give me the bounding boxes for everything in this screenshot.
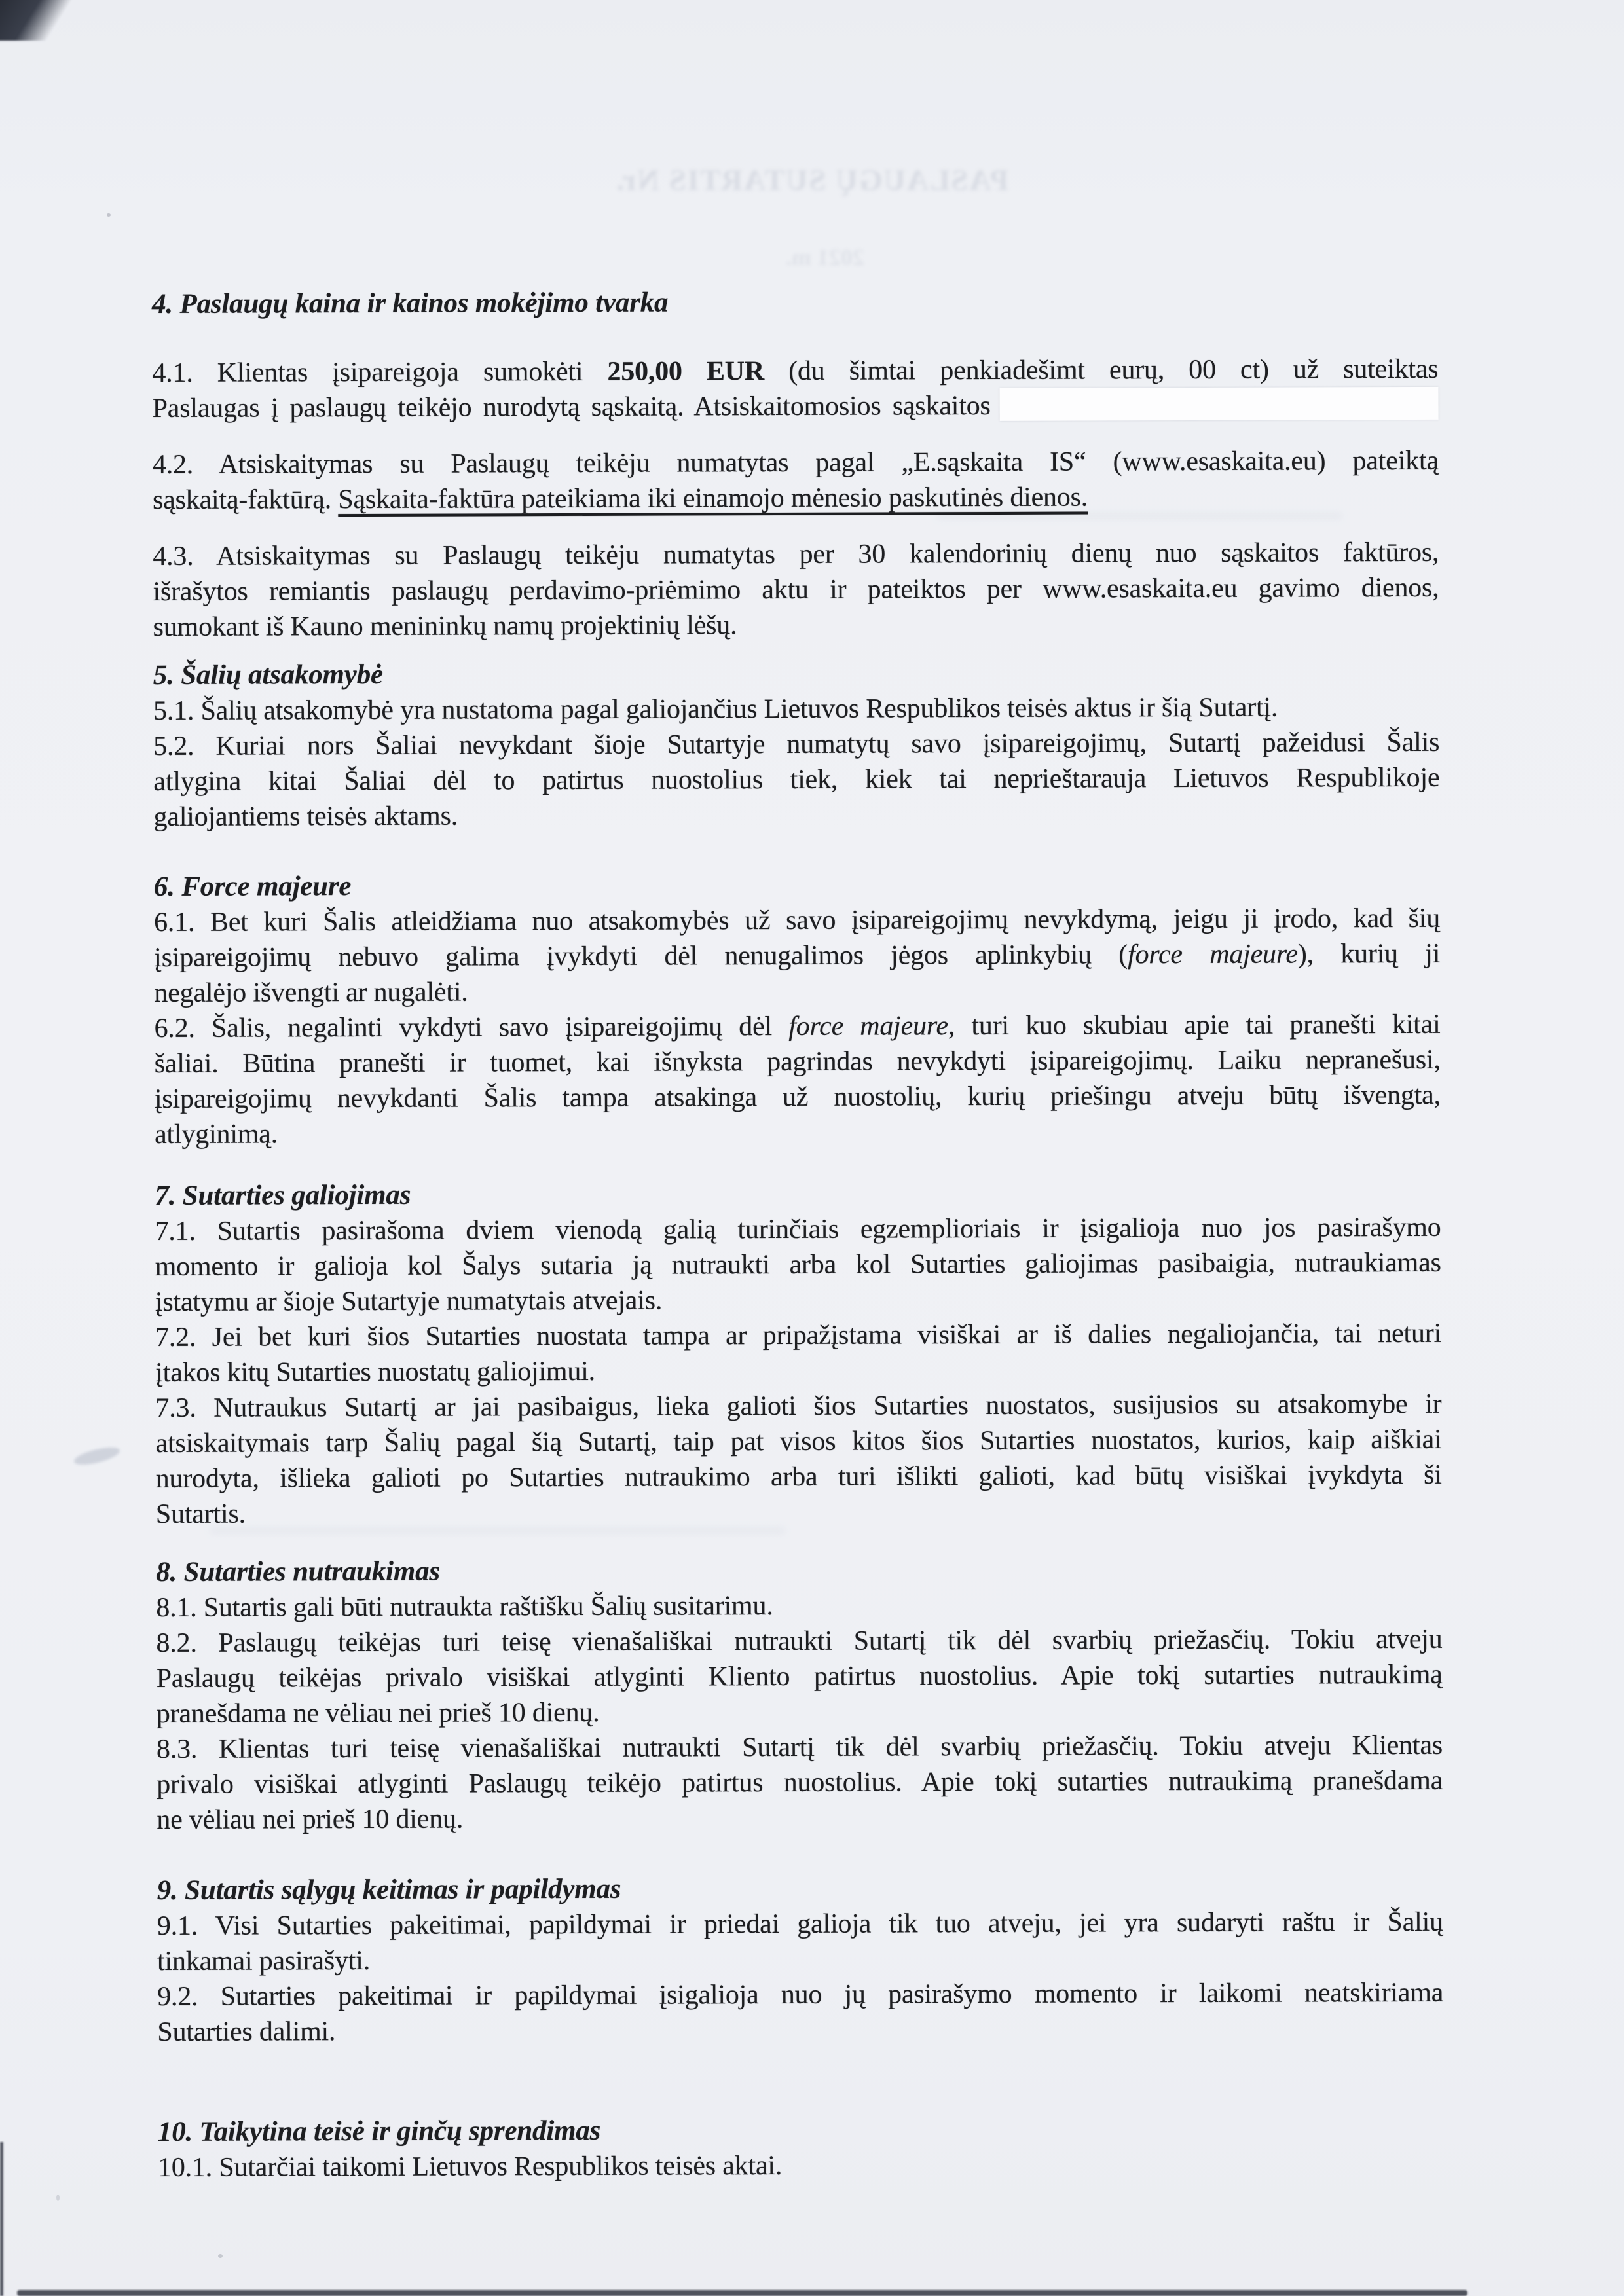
paragraph xyxy=(157,1728,1443,1838)
paragraph xyxy=(154,901,1440,1011)
document-line: negalėjo išvengti ar nugalėti. xyxy=(154,977,468,1008)
document-line: 7.1. Sutartis pasirašoma dviem vienodą galią turinčiais egzemplioriais ir įsigalioja nuo jos pasirašymo xyxy=(155,1212,1441,1247)
document-line: tinkamai pasirašyti. xyxy=(157,1945,371,1977)
paragraph xyxy=(156,1622,1442,1732)
contract-section xyxy=(154,866,1441,1152)
document-line: 4.3. Atsiskaitymas su Paslaugų teikėju numatytas per 30 kalendorinių dienų nuo sąskaitos faktūros, xyxy=(153,537,1439,572)
document-line: atlyginimą. xyxy=(154,1119,278,1150)
bleedthrough-subtitle: 2021 m. xyxy=(786,244,864,270)
document-line xyxy=(152,387,1438,426)
document-line: 6.1. Bet kuri Šalis atleidžiama nuo atsakomybės už savo įsipareigojimų nevykdymą, jeigu ji įrodo, kad šių xyxy=(153,903,1441,938)
scan-edge-bottom xyxy=(17,2290,1467,2296)
document-line: Sutarties dalimi. xyxy=(157,2016,336,2047)
document-line: pranešdama ne vėliau nei prieš 10 dienų. xyxy=(156,1697,600,1729)
paragraph xyxy=(157,1904,1443,1979)
document-line: Paslaugų teikėjas privalo visiškai atlyginti Kliento patirtus nuostolius. Apie tokį sutarties nutraukimą xyxy=(156,1659,1443,1694)
bleedthrough-title: PASLAUGŲ SUTARTIS Nr. xyxy=(615,163,1009,196)
dust-speck xyxy=(218,2254,223,2258)
section-heading: 5. Šalių atsakomybė xyxy=(153,659,383,691)
document-line: įstatymu ar šioje Sutartyje numatytais atvejais. xyxy=(155,1285,663,1317)
section-heading: 8. Sutarties nutraukimas xyxy=(156,1556,440,1588)
document-text: Paslaugas į paslaugų teikėjo nurodytą sąskaitą. Atsiskaitomosios sąskaitos xyxy=(152,390,991,424)
document-line: 4.1. Klientas įsipareigoja sumokėti 250,00 EUR (du šimtai penkiadešimt eurų, 00 ct) už suteiktas xyxy=(152,354,1439,388)
document xyxy=(152,283,1444,2185)
document-line: 8.1. Sutartis gali būti nutraukta raštišku Šalių susitarimu. xyxy=(156,1591,773,1623)
document-line: nurodyta, išlieka galioti po Sutarties nutraukimo arba turi išlikti galioti, kad būtų visiškai įvykdyta ši xyxy=(155,1459,1442,1494)
section-heading: 10. Taikytina teisė ir ginčų sprendimas xyxy=(157,2115,601,2147)
document-line: 7.2. Jei bet kuri šios Sutarties nuostata tampa ar pripažįstama visiškai ar iš dalies negaliojančia, tai neturi xyxy=(155,1318,1442,1353)
document-line: 7.3. Nutraukus Sutartį ar jai pasibaigus, lieka galioti šios Sutarties nuostatos, susijusios su atsakomybe ir xyxy=(155,1389,1442,1423)
document-line: atlygina kitai Šaliai dėl to patirtus nuostolius tiek, kiek tai neprieštarauja Lietuvos Respublikoje xyxy=(153,762,1440,797)
section-heading: 9. Sutartis sąlygų keitimas ir papildymas xyxy=(157,1873,621,1906)
document-line: Sutartis. xyxy=(155,1499,246,1529)
section-heading: 6. Force majeure xyxy=(153,871,352,902)
paragraph xyxy=(155,1316,1441,1391)
section-heading: 7. Sutarties galiojimas xyxy=(155,1179,411,1211)
contract-section xyxy=(158,2111,1444,2185)
document-line: 10.1. Sutarčiai taikomi Lietuvos Respublikos teisės aktai. xyxy=(157,2150,783,2183)
document-line: privalo visiškai atlyginti Paslaugų teikėjo patirtus nuostolius. Apie tokį sutarties nutraukimą pranešdama xyxy=(157,1765,1443,1800)
document-line: 4.2. Atsiskaitymas su Paslaugų teikėju numatytas pagal „E.sąskaita IS“ (www.esaskaita.eu) pateiktą xyxy=(152,445,1439,480)
paragraph xyxy=(152,352,1438,426)
paragraph xyxy=(157,1975,1443,2050)
paragraph xyxy=(158,2146,1444,2185)
contract-section xyxy=(157,1869,1444,2050)
document-line: įsipareigojimų nebuvo galima įvykdyti dėl nenugalimos jėgos aplinkybių (force majeure), kurių ji xyxy=(154,938,1441,973)
document-line: momento ir galioja kol Šalys sutaria ją nutraukti arba kol Sutarties galiojimas pasibaigia, nutraukiamas xyxy=(155,1247,1441,1282)
contract-section xyxy=(152,283,1439,645)
paragraph xyxy=(155,1387,1442,1532)
contract-section xyxy=(155,1175,1442,1532)
document-line: ne vėliau nei prieš 10 dienų. xyxy=(157,1804,464,1835)
section-heading: 4. Paslaugų kaina ir kainos mokėjimo tvarka xyxy=(152,287,669,319)
paragraph xyxy=(153,689,1439,729)
document-line: atsiskaitymais tarp Šalių pagal šią Sutartį, taip pat visos kitos šios Sutarties nuostatos, kurios, kaip aiškiai xyxy=(155,1424,1442,1459)
document-line: 6.2. Šalis, negalinti vykdyti savo įsipareigojimų dėl force majeure, turi kuo skubiau apie tai pranešti kitai xyxy=(154,1009,1441,1044)
paragraph xyxy=(155,1210,1441,1320)
document-line: sumokant iš Kauno menininkų namų projektinių lėšų. xyxy=(153,610,737,642)
contract-section xyxy=(156,1551,1443,1838)
document-line: 9.2. Sutarties pakeitimai ir papildymai įsigalioja nuo jų pasirašymo momento ir laikomi neatskiriama xyxy=(157,1977,1444,2012)
paragraph xyxy=(154,1007,1441,1152)
paragraph xyxy=(153,443,1439,518)
document-line: sąskaitą-faktūrą. Sąskaita-faktūra pateikiama iki einamojo mėnesio paskutinės dienos. xyxy=(152,482,1088,515)
paragraph xyxy=(153,725,1439,835)
paragraph xyxy=(153,535,1439,645)
document-line: 8.3. Klientas turi teisę vienašališkai nutraukti Sutartį tik dėl svarbių priežasčių. Tokiu atveju Klientas xyxy=(156,1730,1443,1764)
dust-speck xyxy=(107,213,111,217)
contract-section xyxy=(153,654,1440,835)
document-line: išrašytos remiantis paslaugų perdavimo-priėmimo aktu ir pateiktos per www.esaskaita.eu gavimo dienos, xyxy=(153,572,1439,607)
scan-edge-left xyxy=(0,2142,3,2296)
paragraph xyxy=(156,1586,1442,1626)
document-line: 9.1. Visi Sutarties pakeitimai, papildymai ir priedai galioja tik tuo atveju, jei yra sudaryti raštu ir Šalių xyxy=(157,1906,1443,1941)
document-line: 5.2. Kuriai nors Šaliai nevykdant šioje Sutartyje numatytų savo įsipareigojimų, Sutartį pažeidusi Šalis xyxy=(153,727,1440,761)
document-line: galiojantiems teisės aktams. xyxy=(153,801,458,832)
document-line: įtakos kitų Sutarties nuostatų galiojimui. xyxy=(155,1356,596,1388)
scan-edge-corner xyxy=(0,0,100,41)
redaction-box xyxy=(1000,387,1439,421)
document-line: 8.2. Paslaugų teikėjas turi teisę vienašališkai nutraukti Sutartį tik dėl svarbių priežasčių. Tokiu atveju xyxy=(156,1624,1443,1658)
document-line: 5.1. Šalių atsakomybė yra nustatoma pagal galiojančius Lietuvos Respublikos teisės aktus ir šią Sutartį. xyxy=(153,692,1278,726)
document-line: įsipareigojimų nevykdanti Šalis tampa atsakinga už nuostolių, kurių priešingu atveju būtų išvengta, xyxy=(154,1080,1441,1114)
document-line: šaliai. Būtina pranešti ir tuomet, kai išnyksta pagrindas nevykdyti įsipareigojimų. Laiku nepranešusi, xyxy=(154,1044,1441,1079)
dust-speck xyxy=(56,2195,60,2201)
